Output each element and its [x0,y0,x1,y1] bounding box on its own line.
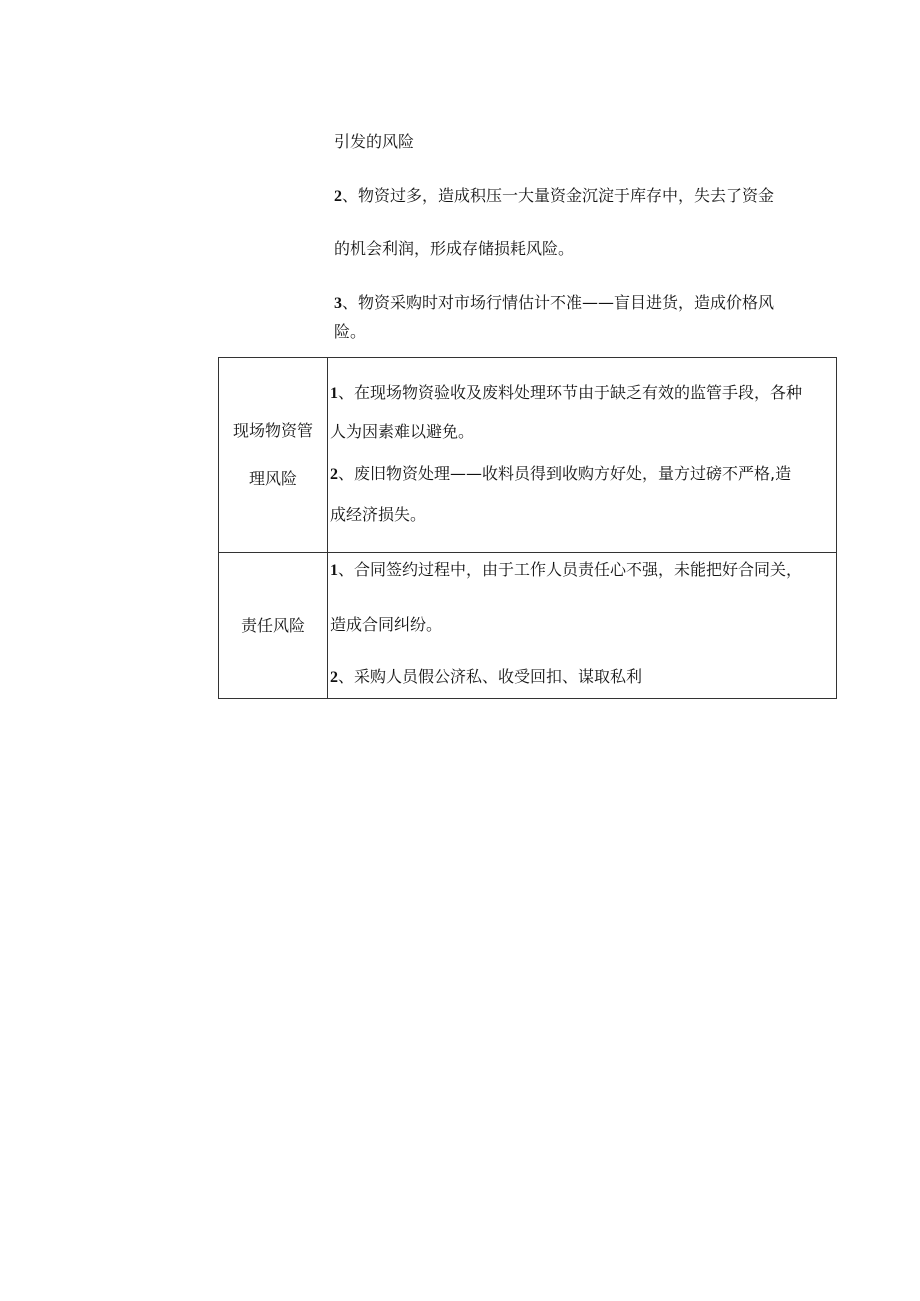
paragraph-text: 的机会利润，形成存储损耗风险。 [334,239,575,258]
description-line: 造成合同纠纷。 [330,615,443,634]
table-row [219,358,837,553]
category-text: 现场物资管 [232,421,313,440]
paragraph-line [334,235,824,263]
description-line [328,660,836,695]
risk-description-cell [328,358,837,553]
description-line [328,553,836,588]
item-number: 1 [330,385,338,402]
paragraph-text: 引发的风险 [334,132,415,151]
item-number: 2 [330,466,338,483]
description-text: 、采购人员假公济私、收受回扣、谋取私利 [338,667,643,686]
category-text: 责任风险 [240,615,305,635]
item-number: 3 [334,295,342,312]
description-text: 、废旧物资处理——收料员得到收购方好处，量方过磅不严格,造 [338,464,792,483]
paragraph-text: 、物资过多，造成积压一大量资金沉淀于库存中，失去了资金 [342,186,775,205]
description-text: 、合同签约过程中，由于工作人员责任心不强，未能把好合同关， [338,560,803,579]
risk-description-cell [328,553,837,699]
description-line [328,459,836,490]
paragraph-line [334,128,824,156]
paragraph-line [334,318,824,346]
risk-category-cell [219,358,328,553]
paragraph-line [334,289,824,318]
item-number: 1 [330,562,338,579]
paragraph-text: 险。 [334,322,367,341]
description-text: 、在现场物资验收及废料处理环节由于缺乏有效的监管手段，各种 [338,383,803,402]
category-text: 理风险 [248,469,297,488]
description-line: 人为因素难以避免。 [330,422,475,441]
description-line [328,373,836,414]
description-line: 成经济损失。 [330,505,427,524]
paragraph-line [334,182,824,211]
item-number: 2 [330,669,338,686]
risk-category-cell [219,553,328,699]
item-number: 2 [334,188,342,205]
paragraph-text: 、物资采购时对市场行情估计不准——盲目进货，造成价格风 [342,293,775,312]
table-row [219,553,837,699]
risk-table [218,357,837,699]
